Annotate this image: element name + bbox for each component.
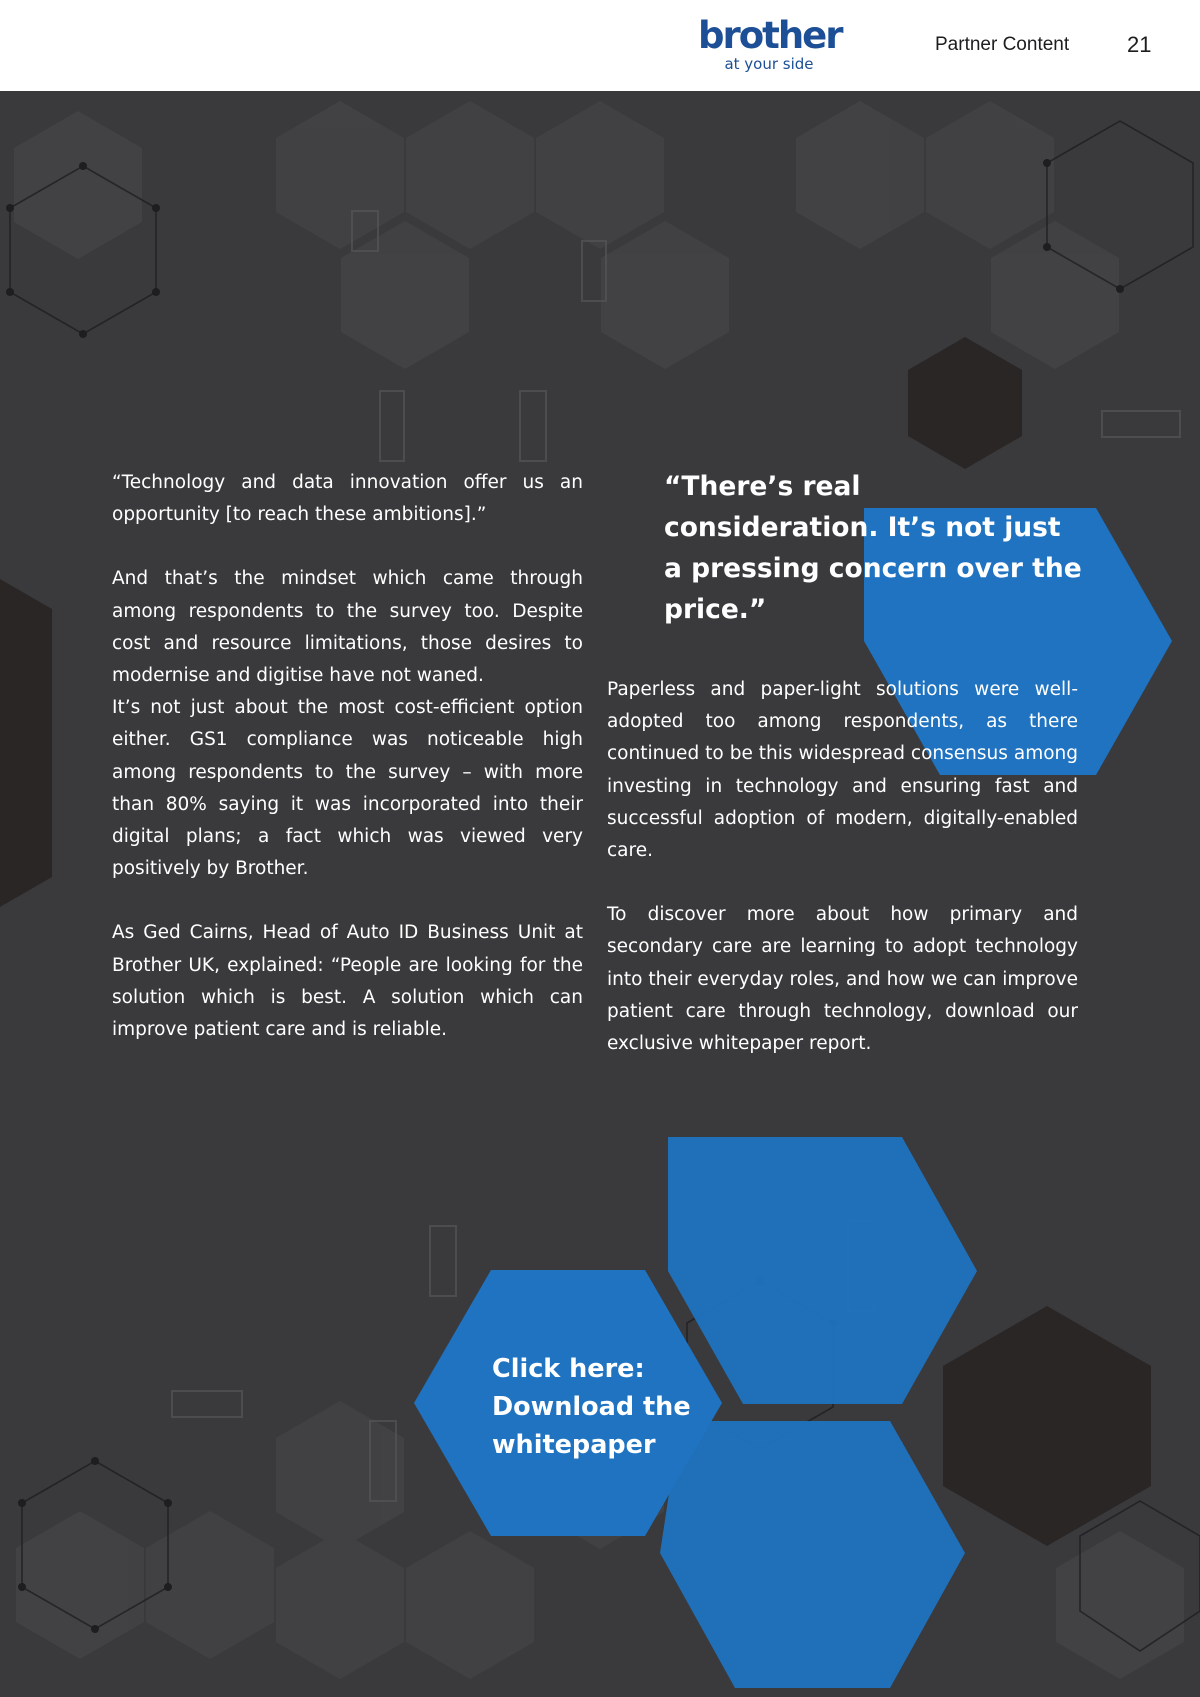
brother-logo	[698, 14, 842, 76]
section-label: Partner Content	[935, 34, 1070, 55]
paragraph-discover-more: To discover more about how primary and secondary care are learning to adopt technology into their everyday roles, and how we can improve patient care through technology, download our exclusive whitepaper report.	[607, 904, 1078, 1055]
page-header	[0, 0, 1200, 91]
article-left-column	[112, 467, 583, 1046]
paragraph-gs1-compliance: It’s not just about the most cost-efficient option either. GS1 compliance was noticeable high among respondents to the survey – with more than 80% saying it was incorporated into their digital plans; a fact which was viewed very positively by Brother.	[112, 697, 583, 880]
paragraph-ged-cairns: As Ged Cairns, Head of Auto ID Business Unit at Brother UK, explained: “People are looking for the solution which is best. A solution which can improve patient care and is reliable.	[112, 922, 583, 1041]
paragraph-paperless: Paperless and paper-light solutions were well-adopted too among respondents, as there continued to be this widespread consensus among investing in technology and ensuring fast and successful adoption of modern, digitally-enabled care.	[607, 679, 1078, 862]
pull-quote: “There’s real consideration. It’s not just a pressing concern over the price.”	[664, 471, 1082, 625]
article-right-column	[607, 674, 1078, 1060]
page-number: 21	[1127, 32, 1152, 57]
paragraph-mindset: And that’s the mindset which came through among respondents to the survey too. Despite cost and resource limitations, those desires to modernise and digitise have not waned.	[112, 568, 583, 687]
paragraph-quote-intro: “Technology and data innovation offer us an opportunity [to reach these ambitions].”	[112, 472, 583, 526]
logo-tagline: at your side	[724, 55, 814, 73]
logo-wordmark: brother	[698, 14, 842, 57]
download-whitepaper-label: Click here: Download the whitepaper	[492, 1354, 691, 1460]
download-whitepaper-button[interactable]	[414, 1270, 722, 1536]
